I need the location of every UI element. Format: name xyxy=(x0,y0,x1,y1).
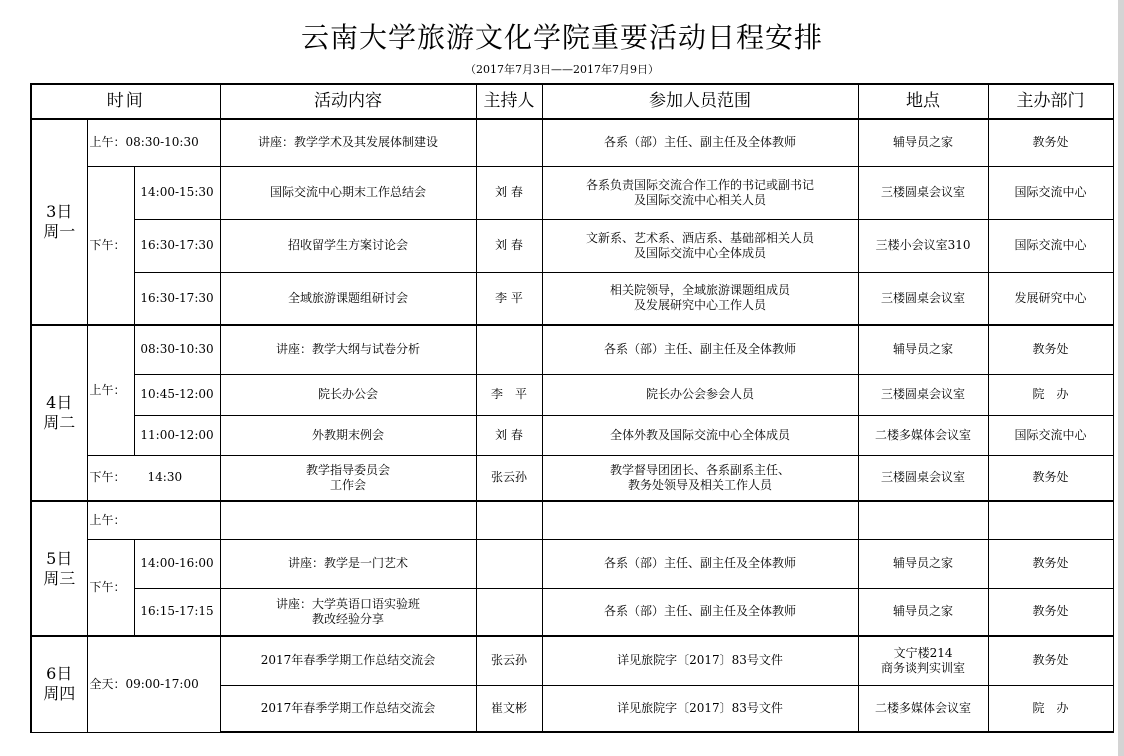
dept-cell: 教务处 xyxy=(988,539,1113,588)
participants-cell: 各系（部）主任、副主任及全体教师 xyxy=(542,588,858,636)
time-cell: 16:15-17:15 xyxy=(134,588,220,636)
participants-line: 及国际交流中心全体成员 xyxy=(634,245,767,260)
table-row xyxy=(31,455,1113,501)
table-row xyxy=(31,325,1113,374)
time-cell: 08:30-10:30 xyxy=(134,325,220,374)
dept-cell: 发展研究中心 xyxy=(988,272,1113,325)
dept-cell: 院 办 xyxy=(988,374,1113,415)
header-row xyxy=(31,84,1113,119)
content-line: 教改经验分享 xyxy=(312,611,385,626)
content-cell xyxy=(220,455,476,501)
location-line: 商务谈判实训室 xyxy=(881,660,966,675)
host-cell: 李 平 xyxy=(476,374,542,415)
participants-line: 教学督导团团长、各系副系主任、 xyxy=(610,462,791,477)
location-cell: 三楼圆桌会议室 xyxy=(858,166,988,219)
day-cell-mon xyxy=(31,119,87,325)
day-weekday: 周一 xyxy=(43,222,76,241)
day-weekday: 周四 xyxy=(43,684,76,704)
content-cell: 讲座：教学学术及其发展体制建设 xyxy=(220,119,476,166)
host-cell xyxy=(476,588,542,636)
participants-cell xyxy=(542,501,858,539)
participants-cell xyxy=(542,455,858,501)
content-cell: 2017年春季学期工作总结交流会 xyxy=(220,685,476,732)
dept-cell xyxy=(988,501,1113,539)
participants-cell: 院长办公会参会人员 xyxy=(542,374,858,415)
location-cell xyxy=(858,636,988,685)
pm-label: 下午： xyxy=(89,470,126,485)
host-cell: 崔文彬 xyxy=(476,685,542,732)
table-row xyxy=(31,415,1113,455)
content-cell: 外教期末例会 xyxy=(220,415,476,455)
content-cell: 招收留学生方案讨论会 xyxy=(220,219,476,272)
table-row xyxy=(31,636,1113,685)
participants-line: 及国际交流中心相关人员 xyxy=(634,192,767,207)
content-line: 工作会 xyxy=(330,477,367,492)
location-cell: 辅导员之家 xyxy=(858,539,988,588)
time-cell xyxy=(87,119,220,166)
host-cell: 刘 春 xyxy=(476,219,542,272)
content-cell: 院长办公会 xyxy=(220,374,476,415)
day-weekday: 周二 xyxy=(43,413,76,432)
table-row xyxy=(31,539,1113,588)
participants-line: 相关院领导，全域旅游课题组成员 xyxy=(610,283,791,298)
header-dept: 主办部门 xyxy=(988,84,1113,119)
table-row xyxy=(31,166,1113,219)
participants-cell: 详见旅院字〔2017〕83号文件 xyxy=(542,685,858,732)
dept-cell: 院 办 xyxy=(988,685,1113,732)
dept-cell: 教务处 xyxy=(988,588,1113,636)
content-line: 讲座：大学英语口语实验班 xyxy=(276,596,421,611)
day-date: 6日 xyxy=(46,664,73,684)
participants-cell: 各系（部）主任、副主任及全体教师 xyxy=(542,325,858,374)
dept-cell: 国际交流中心 xyxy=(988,166,1113,219)
location-cell: 三楼圆桌会议室 xyxy=(858,272,988,325)
day-cell-wed xyxy=(31,501,87,636)
location-cell: 三楼小会议室310 xyxy=(858,219,988,272)
day-date: 3日 xyxy=(46,202,73,221)
table-row xyxy=(31,219,1113,272)
participants-cell: 各系（部）主任、副主任及全体教师 xyxy=(542,539,858,588)
location-cell: 三楼圆桌会议室 xyxy=(858,455,988,501)
participants-line: 及发展研究中心工作人员 xyxy=(634,298,767,313)
participants-line: 文新系、艺术系、酒店系、基础部相关人员 xyxy=(586,230,815,245)
day-cell-thu xyxy=(31,636,87,732)
table-row xyxy=(31,501,1113,539)
time-cell: 11:00-12:00 xyxy=(134,415,220,455)
date-range: （2017年7月3日——2017年7月9日） xyxy=(465,63,659,76)
table-row xyxy=(31,272,1113,325)
content-cell: 讲座：教学是一门艺术 xyxy=(220,539,476,588)
time-cell: 14:00-15:30 xyxy=(134,166,220,219)
header-content: 活动内容 xyxy=(220,84,476,119)
time-cell xyxy=(87,501,220,539)
dept-cell: 教务处 xyxy=(988,636,1113,685)
am-label: 上午： xyxy=(89,512,126,527)
time-value: 09:00-17:00 xyxy=(125,676,199,691)
header-host: 主持人 xyxy=(476,84,542,119)
time-cell: 14:00-16:00 xyxy=(134,539,220,588)
day-date: 5日 xyxy=(46,548,73,568)
content-cell xyxy=(220,588,476,636)
host-cell xyxy=(476,325,542,374)
location-cell: 辅导员之家 xyxy=(858,588,988,636)
pm-label: 下午： xyxy=(87,166,134,325)
host-cell: 张云孙 xyxy=(476,636,542,685)
host-cell: 刘 春 xyxy=(476,166,542,219)
host-cell xyxy=(476,539,542,588)
location-cell xyxy=(858,501,988,539)
participants-cell xyxy=(542,166,858,219)
participants-cell: 详见旅院字〔2017〕83号文件 xyxy=(542,636,858,685)
content-line: 教学指导委员会 xyxy=(306,462,391,477)
table-row xyxy=(31,374,1113,415)
am-label: 上午： xyxy=(87,325,134,455)
time-value: 14:30 xyxy=(147,470,183,485)
host-cell: 张云孙 xyxy=(476,455,542,501)
participants-cell xyxy=(542,272,858,325)
location-cell: 辅导员之家 xyxy=(858,119,988,166)
dept-cell: 教务处 xyxy=(988,455,1113,501)
header-time: 时间 xyxy=(31,84,220,119)
participants-cell: 全体外教及国际交流中心全体成员 xyxy=(542,415,858,455)
header-location: 地点 xyxy=(858,84,988,119)
dept-cell: 教务处 xyxy=(988,119,1113,166)
dept-cell: 国际交流中心 xyxy=(988,219,1113,272)
day-weekday: 周三 xyxy=(43,568,76,588)
host-cell xyxy=(476,119,542,166)
host-cell xyxy=(476,501,542,539)
time-cell: 16:30-17:30 xyxy=(134,272,220,325)
dept-cell: 教务处 xyxy=(988,325,1113,374)
table-row xyxy=(31,588,1113,636)
content-cell: 全域旅游课题组研讨会 xyxy=(220,272,476,325)
location-cell: 二楼多媒体会议室 xyxy=(858,685,988,732)
day-date: 4日 xyxy=(46,393,73,412)
schedule-table xyxy=(30,83,1114,733)
location-cell: 三楼圆桌会议室 xyxy=(858,374,988,415)
participants-line: 教务处领导及相关工作人员 xyxy=(628,477,773,492)
participants-cell: 各系（部）主任、副主任及全体教师 xyxy=(542,119,858,166)
page-edge xyxy=(1118,0,1124,756)
content-cell: 2017年春季学期工作总结交流会 xyxy=(220,636,476,685)
time-value: 08:30-10:30 xyxy=(125,135,199,150)
page-title: 云南大学旅游文化学院重要活动日程安排 xyxy=(300,21,823,54)
location-line: 文宁楼214 xyxy=(893,645,953,660)
host-cell: 李 平 xyxy=(476,272,542,325)
allday-label: 全天： xyxy=(89,676,126,691)
table-row xyxy=(31,119,1113,166)
location-cell: 辅导员之家 xyxy=(858,325,988,374)
time-cell: 16:30-17:30 xyxy=(134,219,220,272)
header-participants: 参加人员范围 xyxy=(542,84,858,119)
time-cell xyxy=(87,636,220,732)
pm-label: 下午： xyxy=(87,539,134,636)
participants-cell xyxy=(542,219,858,272)
am-label: 上午： xyxy=(89,135,126,150)
host-cell: 刘 春 xyxy=(476,415,542,455)
content-cell: 国际交流中心期末工作总结会 xyxy=(220,166,476,219)
day-cell-tue xyxy=(31,325,87,501)
content-cell: 讲座：教学大纲与试卷分析 xyxy=(220,325,476,374)
location-cell: 二楼多媒体会议室 xyxy=(858,415,988,455)
participants-line: 各系负责国际交流合作工作的书记或副书记 xyxy=(586,177,815,192)
dept-cell: 国际交流中心 xyxy=(988,415,1113,455)
time-cell: 10:45-12:00 xyxy=(134,374,220,415)
content-cell xyxy=(220,501,476,539)
time-cell xyxy=(87,455,220,501)
